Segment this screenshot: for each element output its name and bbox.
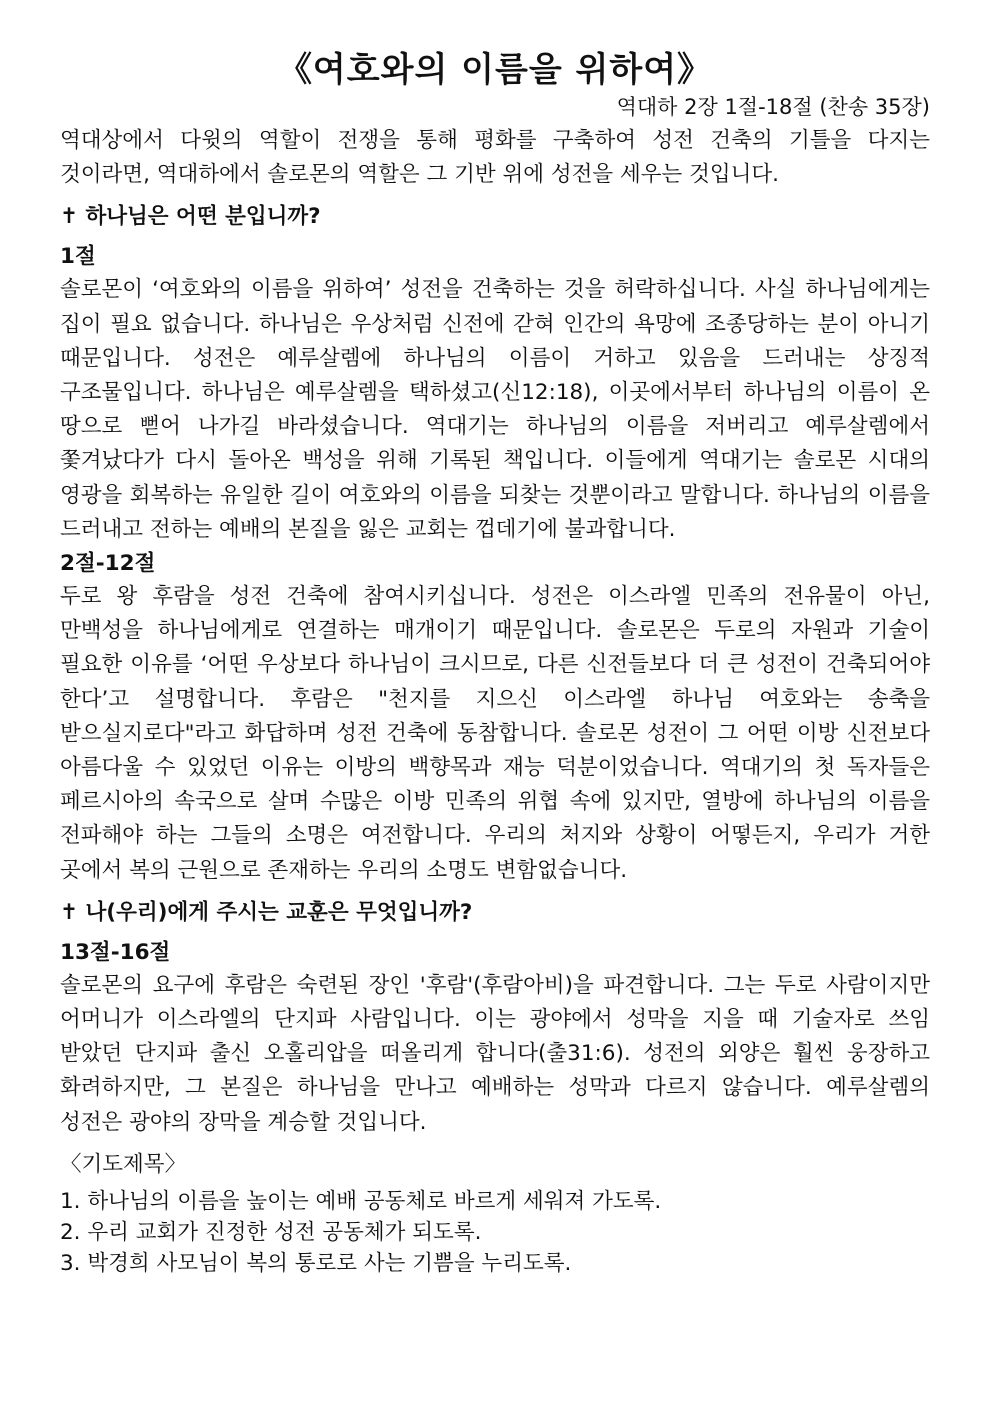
page-title: 《여호와의 이름을 위하여》: [277, 50, 713, 90]
verse-label-1: 1절: [60, 244, 96, 270]
verse-label-2-12: 2절-12절: [60, 551, 156, 577]
verse-label-13-16: 13절-16절: [60, 939, 171, 965]
prayer-title: 〈기도제목〉: [60, 1151, 187, 1177]
intro-paragraph: 역대상에서 다윗의 역할이 전쟁을 통해 평화를 구축하여 성전 건축의 기틀을 다지는 것이라면, 역대하에서 솔로몬의 역할은 그 기반 위에 성전을 세우는 것입니다.: [60, 128, 930, 188]
verse-paragraph-2-12: 두로 왕 후람을 성전 건축에 참여시키십니다. 성전은 이스라엘 민족의 전유물이 아닌, 만백성을 하나님에게로 연결하는 매개이기 때문입니다. 솔로몬은 두로의 자원과 기술이 필요한 이유를 ‘어떤 우상보다 하나님이 크시므로, 다른 신전들보다 더 큰 성전이 건축되어야 한다’고 설명합니다. 후람은 "천지를 지으신 이스라엘 하나님 여호와는 송축을 받으실지로다"라고 화답하며 성전 건축에 동참합니다. 솔로몬 성전이 그 어떤 이방 신전보다 아름다울 수 있었던 이유는 이방의 백향목과 재능 덕분이었습니다. 역대기의 첫 독자들은 페르시아의 속국으로 살며 수많은 이방 민족의 위협 속에 있지만, 열방에 하나님의 이름을 전파해야 하는 그들의 소명은 여전합니다. 우리의 처지와 상황이 어떻든지, 우리가 거한 곳에서 복의 근원으로 존재하는 우리의 소명도 변함없습니다.: [60, 584, 930, 883]
prayer-item: 3. 박경희 사모님이 복의 통로로 사는 기쁨을 누리도록.: [60, 1250, 572, 1276]
document-page: [60, 48, 930, 1279]
verse-paragraph-1: 솔로몬이 ‘여호와의 이름을 위하여’ 성전을 건축하는 것을 허락하십니다. 사실 하나님에게는 집이 필요 없습니다. 하나님은 우상처럼 신전에 갇혀 인간의 욕망에 조종당하는 분이 아니기 때문입니다. 성전은 예루살렘에 하나님의 이름이 거하고 있음을 드러내는 상징적 구조물입니다. 하나님은 예루살렘을 택하셨고(신12:18), 이곳에서부터 하나님의 이름이 온 땅으로 뻗어 나가길 바라셨습니다. 역대기는 하나님의 이름을 저버리고 예루살렘에서 쫓겨났다가 다시 돌아온 백성을 위해 기록된 책입니다. 이들에게 역대기는 솔로몬 시대의 영광을 회복하는 유일한 길이 여호와의 이름을 되찾는 것뿐이라고 말합니다. 하나님의 이름을 드러내고 전하는 예배의 본질을 잃은 교회는 껍데기에 불과합니다.: [60, 277, 930, 542]
verse-paragraph-13-16: 솔로몬의 요구에 후람은 숙련된 장인 '후람'(후람아비)을 파견합니다. 그는 두로 사람이지만 어머니가 이스라엘의 단지파 사람입니다. 이는 광야에서 성막을 지을 때 기술자로 쓰임 받았던 단지파 출신 오홀리압을 떠올리게 합니다(출31:6). 성전의 외양은 훨씬 웅장하고 화려하지만, 그 본질은 하나님을 만나고 예배하는 성막과 다르지 않습니다. 예루살렘의 성전은 광야의 장막을 계승할 것입니다.: [60, 972, 930, 1135]
prayer-item: 1. 하나님의 이름을 높이는 예배 공동체로 바르게 세워져 가도록.: [60, 1188, 662, 1214]
scripture-reference: 역대하 2장 1절-18절 (찬송 35장): [616, 95, 930, 119]
prayer-item: 2. 우리 교회가 진정한 성전 공동체가 되도록.: [60, 1219, 482, 1245]
prayer-list: [60, 1186, 930, 1279]
section-heading-who-is-god: ✝ 하나님은 어떤 분입니까?: [60, 204, 321, 230]
section-heading-lesson: ✝ 나(우리)에게 주시는 교훈은 무엇입니까?: [60, 899, 473, 925]
